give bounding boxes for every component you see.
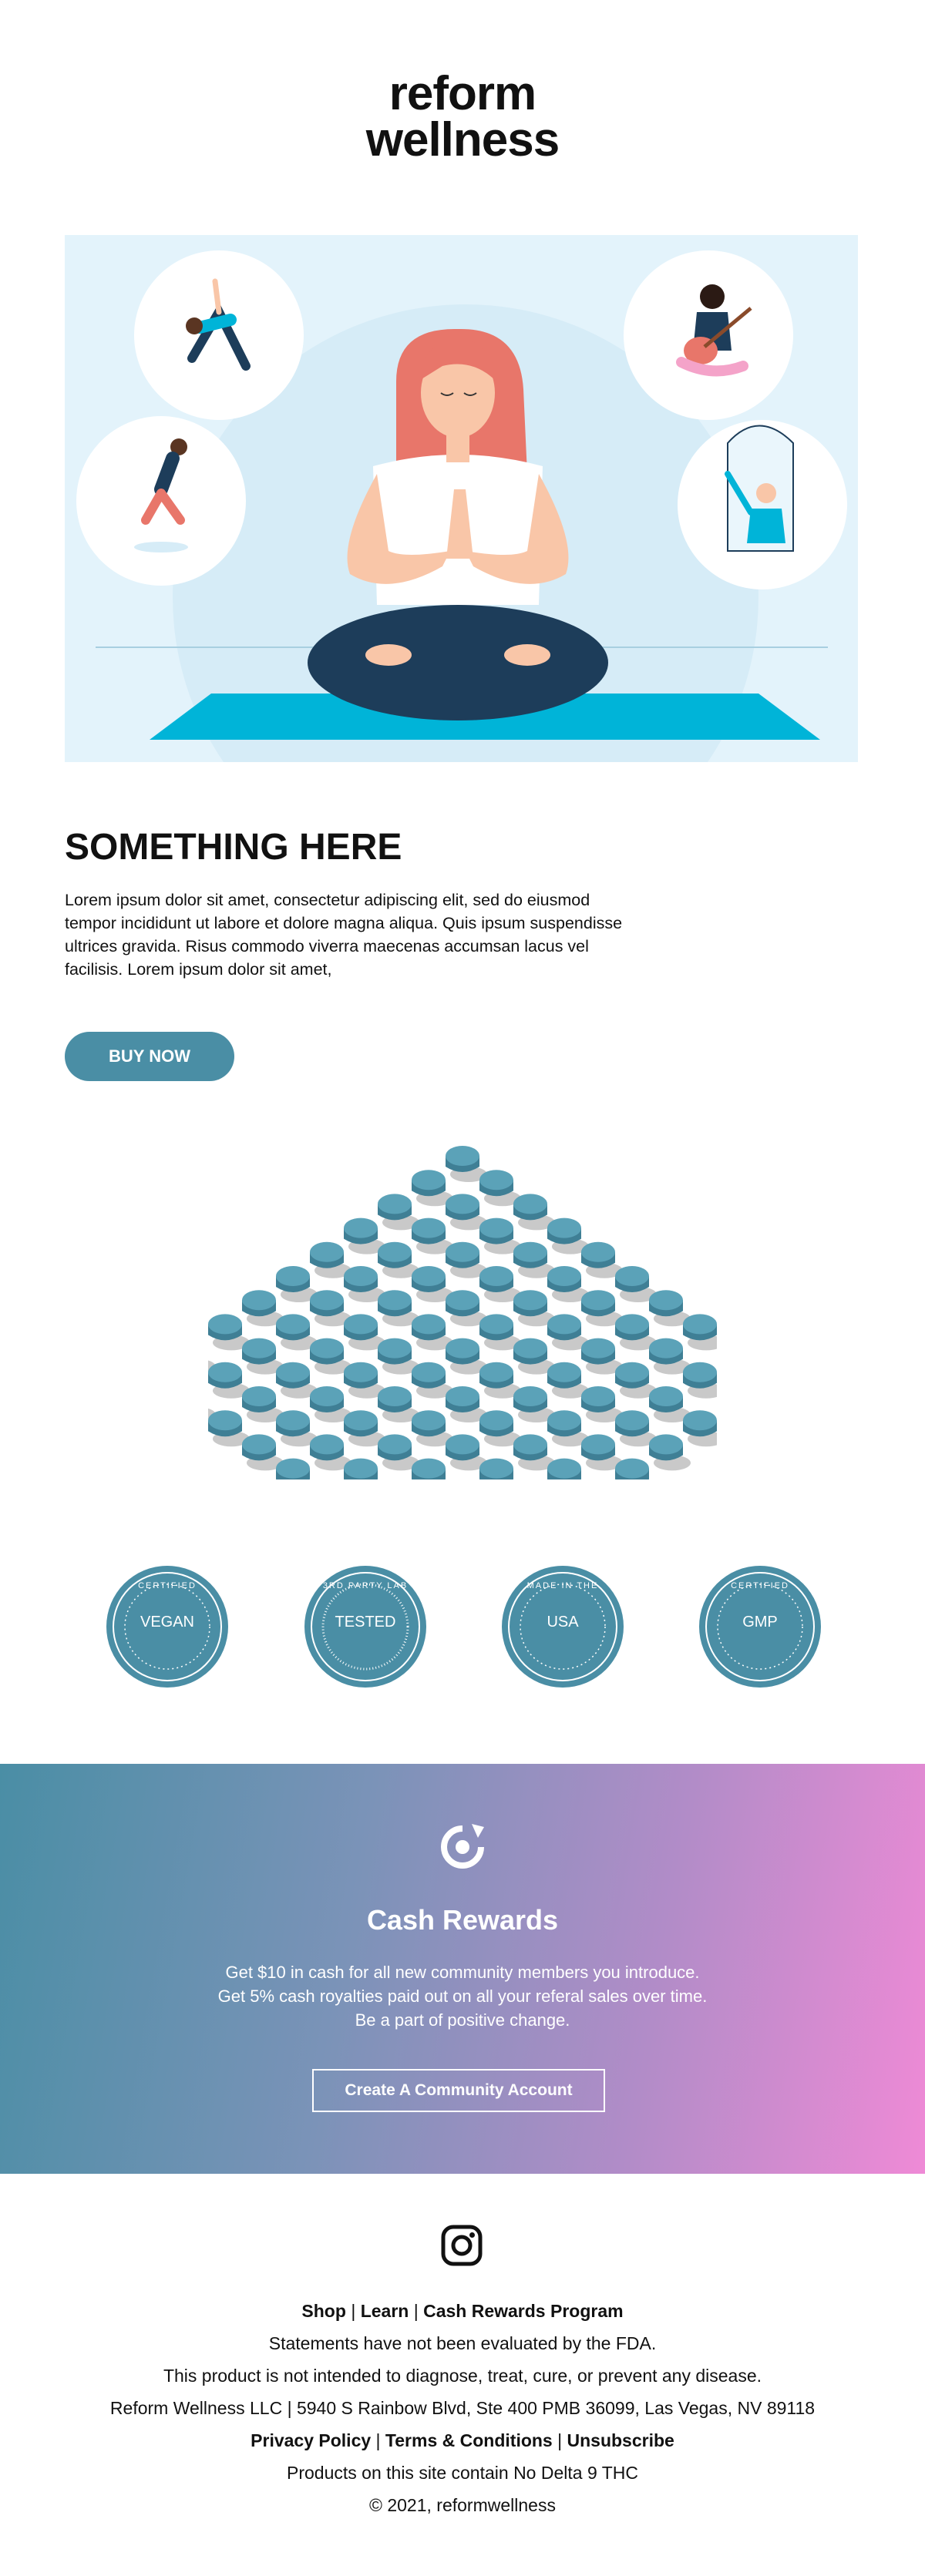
buy-now-button[interactable]: BUY NOW xyxy=(65,1032,234,1081)
badge-gmp xyxy=(698,1564,822,1689)
rewards-line-3: Be a part of positive change. xyxy=(355,2010,570,2030)
badge-arc-text: MADE IN THE xyxy=(526,1581,599,1590)
badge-tested xyxy=(303,1564,428,1689)
gummy-piece xyxy=(683,1314,717,1350)
certification-badges xyxy=(0,1564,925,1695)
recycle-rewards-icon xyxy=(438,1822,487,1872)
footer-link-unsubscribe[interactable]: Unsubscribe xyxy=(567,2430,674,2450)
badge-label: TESTED xyxy=(335,1614,396,1631)
badge-label: GMP xyxy=(742,1614,778,1631)
badge-arc-text: CERTIFIED xyxy=(731,1581,789,1590)
footer-address: Reform Wellness LLC | 5940 S Rainbow Blvd, Ste 400 PMB 36099, Las Vegas, NV 89118 xyxy=(109,2398,816,2418)
gummy-piece xyxy=(649,1434,691,1470)
rewards-title: Cash Rewards xyxy=(366,1904,559,1936)
footer-fda-statement: Statements have not been evaluated by the FDA. xyxy=(268,2333,657,2353)
cash-rewards-section xyxy=(0,1764,925,2174)
gummy-piece xyxy=(276,1459,318,1479)
footer-separator: | xyxy=(375,2430,381,2450)
gummy-piece xyxy=(615,1459,657,1479)
brand-logo[interactable] xyxy=(0,67,925,166)
footer-separator: | xyxy=(413,2301,419,2321)
footer-separator: | xyxy=(557,2430,563,2450)
instagram-icon[interactable] xyxy=(440,2224,483,2267)
footer-nav-links xyxy=(0,2301,925,2322)
badge-label: VEGAN xyxy=(140,1614,195,1631)
footer-link-terms[interactable]: Terms & Conditions xyxy=(385,2430,553,2450)
section-body-text: Lorem ipsum dolor sit amet, consectetur adipiscing elit, sed do eiusmod tempor incididunt ut labore et dolore magna aliqua. Quis ipsum suspendisse ultrices gravida. Risus commodo viverra maecenas accumsan lacus vel facilisis. Lorem ipsum dolor sit amet, xyxy=(65,891,623,979)
footer-thc-notice: Products on this site contain No Delta 9 THC xyxy=(287,2463,638,2483)
gummy-piece xyxy=(412,1459,453,1479)
footer-link-shop[interactable]: Shop xyxy=(301,2301,346,2321)
hero-illustration xyxy=(65,235,858,762)
footer-link-learn[interactable]: Learn xyxy=(360,2301,409,2321)
footer-copyright: © 2021, reformwellness xyxy=(369,2495,556,2515)
badge-vegan xyxy=(105,1564,230,1689)
gummy-piece xyxy=(547,1459,589,1479)
rewards-line-2: Get 5% cash royalties paid out on all your referal sales over time. xyxy=(217,1987,708,2006)
logo-line-2: wellness xyxy=(365,113,560,166)
badge-label: USA xyxy=(547,1614,579,1631)
badge-arc-text: CERTIFIED xyxy=(138,1581,197,1590)
logo-line-1: reform xyxy=(388,67,536,120)
rewards-line-1: Get $10 in cash for all new community members you introduce. xyxy=(225,1963,700,1982)
gummy-piece xyxy=(683,1410,717,1446)
gummies-product-image xyxy=(208,1140,717,1479)
badge-arc-text: 3RD PARTY LAB xyxy=(322,1581,409,1590)
footer-link-privacy[interactable]: Privacy Policy xyxy=(251,2430,372,2450)
gummy-piece xyxy=(344,1459,385,1479)
create-community-account-button[interactable]: Create A Community Account xyxy=(312,2069,605,2112)
badge-usa xyxy=(500,1564,625,1689)
footer-disclaimer: This product is not intended to diagnose, treat, cure, or prevent any disease. xyxy=(163,2366,762,2386)
gummy-piece xyxy=(479,1459,521,1479)
footer-separator: | xyxy=(351,2301,356,2321)
footer-legal-links xyxy=(0,2430,925,2451)
section-headline: SOMETHING HERE xyxy=(65,827,402,868)
footer-link-cash-rewards[interactable]: Cash Rewards Program xyxy=(423,2301,624,2321)
gummy-piece xyxy=(683,1362,717,1399)
